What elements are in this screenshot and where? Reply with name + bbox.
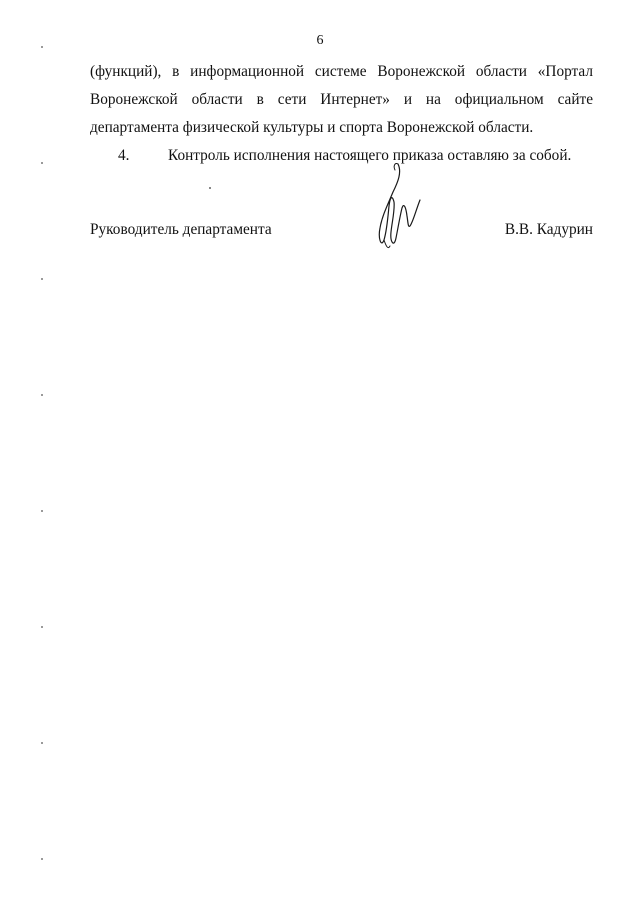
list-item bbox=[118, 142, 571, 170]
handwritten-signature bbox=[362, 158, 426, 254]
margin-mark bbox=[41, 46, 43, 48]
scan-speck bbox=[209, 187, 211, 189]
paragraph-line: Воронежской области в сети Интернет» и на официальном сайте bbox=[90, 91, 593, 108]
margin-mark bbox=[41, 278, 43, 280]
margin-mark bbox=[41, 742, 43, 744]
paragraph-line: департамента физической культуры и спорта Воронежской области. bbox=[90, 119, 534, 136]
margin-mark bbox=[41, 510, 43, 512]
item-text: Контроль исполнения настоящего приказа оставляю за собой. bbox=[168, 147, 572, 164]
signer-title: Руководитель департамента bbox=[90, 221, 272, 238]
page-number: 6 bbox=[316, 33, 324, 48]
signer-name: В.В. Кадурин bbox=[504, 221, 593, 238]
margin-mark bbox=[41, 626, 43, 628]
margin-mark bbox=[41, 394, 43, 396]
paragraph-line: (функций), в информационной системе Воронежской области «Портал bbox=[90, 63, 593, 80]
paragraph-continuation bbox=[90, 58, 593, 142]
item-number: 4. bbox=[118, 147, 130, 164]
margin-mark bbox=[41, 858, 43, 860]
margin-mark bbox=[41, 162, 43, 164]
